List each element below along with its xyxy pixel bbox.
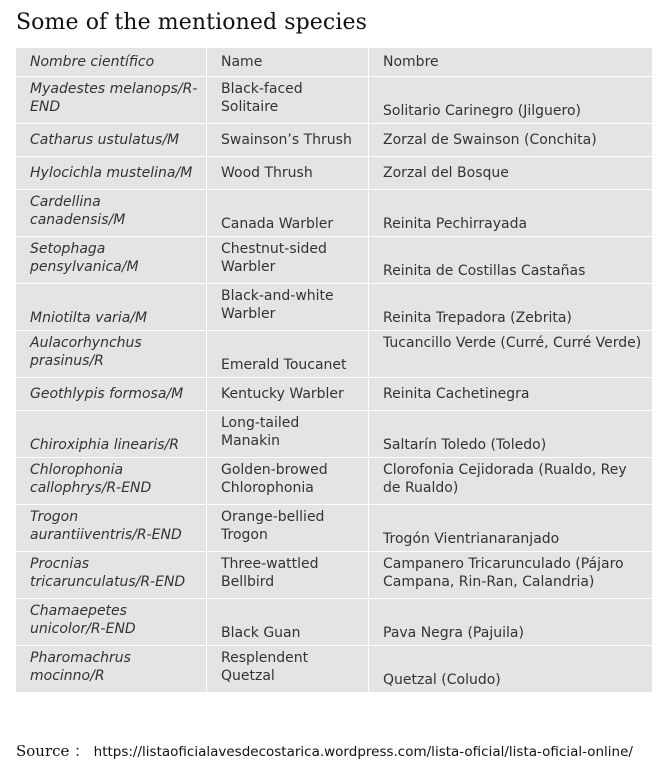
cell-spanish: Clorofonia Cejidorada (Rualdo, Rey de Rualdo): [368, 457, 652, 504]
cell-scientific: Trogon aurantiiventris/R-END: [16, 504, 206, 551]
cell-scientific: Mniotilta varia/M: [16, 283, 206, 330]
table-row: [16, 504, 652, 551]
table-row: [16, 457, 652, 504]
cell-english: Golden-browed Chlorophonia: [206, 457, 368, 504]
header-scientific-name: Nombre científico: [30, 54, 155, 70]
source-label: Source ：: [16, 742, 90, 760]
cell-english: Kentucky Warbler: [206, 377, 368, 410]
cell-english: Three-wattled Bellbird: [206, 551, 368, 598]
cell-english: Long-tailed Manakin: [206, 410, 368, 457]
table-row: [16, 598, 652, 645]
table-row: [16, 189, 652, 236]
cell-spanish: Zorzal de Swainson (Conchita): [368, 123, 652, 156]
page-title: Some of the mentioned species: [16, 10, 367, 35]
species-table: [16, 48, 652, 692]
cell-scientific: Chlorophonia callophrys/R-END: [16, 457, 206, 504]
table-row: [16, 283, 652, 330]
cell-spanish: Reinita Cachetinegra: [368, 377, 652, 410]
cell-scientific: Chiroxiphia linearis/R: [16, 410, 206, 457]
header-english-name: Name: [206, 48, 368, 76]
cell-spanish: Solitario Carinegro (Jilguero): [368, 76, 652, 123]
cell-scientific: Pharomachrus mocinno/R: [16, 645, 206, 692]
source-citation: [16, 740, 633, 761]
species-table-container: [16, 48, 652, 692]
cell-scientific: Aulacorhynchus prasinus/R: [16, 330, 206, 377]
cell-english: Black Guan: [206, 598, 368, 645]
table-row: [16, 410, 652, 457]
cell-english: Swainson’s Thrush: [206, 123, 368, 156]
cell-scientific: Hylocichla mustelina/M: [16, 156, 206, 189]
cell-scientific: Geothlypis formosa/M: [16, 377, 206, 410]
table-row: [16, 645, 652, 692]
cell-scientific: Chamaepetes unicolor/R-END: [16, 598, 206, 645]
cell-scientific: Catharus ustulatus/M: [16, 123, 206, 156]
cell-english: Orange-bellied Trogon: [206, 504, 368, 551]
table-row: [16, 76, 652, 123]
cell-english: Black-and-white Warbler: [206, 283, 368, 330]
header-spanish-name: Nombre: [368, 48, 652, 76]
cell-english: Emerald Toucanet: [206, 330, 368, 377]
table-row: [16, 123, 652, 156]
cell-spanish: Pava Negra (Pajuila): [368, 598, 652, 645]
table-row: [16, 551, 652, 598]
table-row: [16, 377, 652, 410]
cell-spanish: Reinita de Costillas Castañas: [368, 236, 652, 283]
table-row: [16, 156, 652, 189]
cell-spanish: Campanero Tricarunculado (Pájaro Campana, Rin-Ran, Calandria): [368, 551, 652, 598]
table-row: [16, 330, 652, 377]
cell-english: Resplendent Quetzal: [206, 645, 368, 692]
cell-spanish: Trogón Vientrianaranjado: [368, 504, 652, 551]
cell-english: Canada Warbler: [206, 189, 368, 236]
table-row: [16, 236, 652, 283]
cell-english: Chestnut-sided Warbler: [206, 236, 368, 283]
cell-spanish: Reinita Trepadora (Zebrita): [368, 283, 652, 330]
source-link[interactable]: https://listaoficialavesdecostarica.wordpress.com/lista-oficial/lista-oficial-online/: [93, 744, 633, 760]
cell-scientific: Setophaga pensylvanica/M: [16, 236, 206, 283]
cell-english: Wood Thrush: [206, 156, 368, 189]
table-header-row: [16, 48, 652, 76]
cell-spanish: Reinita Pechirrayada: [368, 189, 652, 236]
cell-scientific: Cardellina canadensis/M: [16, 189, 206, 236]
cell-english: Black-faced Solitaire: [206, 76, 368, 123]
cell-spanish: Zorzal del Bosque: [368, 156, 652, 189]
cell-scientific: Procnias tricarunculatus/R-END: [16, 551, 206, 598]
cell-spanish: Saltarín Toledo (Toledo): [368, 410, 652, 457]
cell-spanish: Quetzal (Coludo): [368, 645, 652, 692]
cell-scientific: Myadestes melanops/R-END: [16, 76, 206, 123]
cell-spanish: Tucancillo Verde (Curré, Curré Verde): [368, 330, 652, 377]
